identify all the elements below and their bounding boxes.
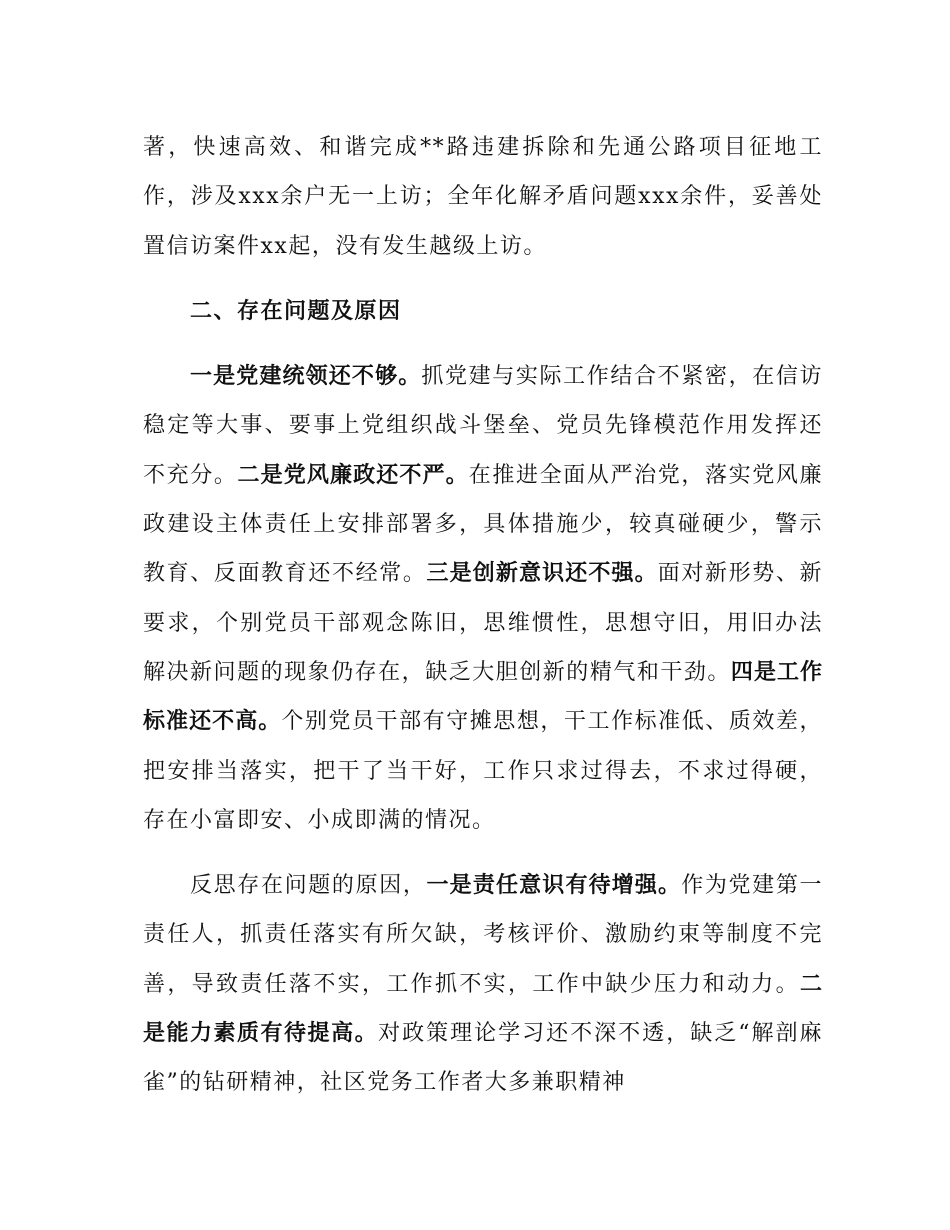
document-body	[143, 123, 823, 1108]
cause-2-heading: 二是能力素质有待提高。	[143, 971, 823, 1047]
causes-intro: 反思存在问题的原因，	[190, 873, 427, 899]
paragraph-achievements	[143, 123, 823, 271]
cause-1-heading: 一是责任意识有待增强。	[426, 873, 682, 899]
point-4-heading: 四是工作标准还不高。	[143, 659, 823, 735]
point-2-heading: 二是党风廉政还不严。	[237, 462, 469, 488]
point-4-text: 个别党员干部有守摊思想，干工作标准低、质效差，把安排当落实，把干了当干好，工作只求过得去，不求过得硬，存在小富即安、小成即满的情况。	[143, 709, 823, 833]
cause-1-text: 作为党建第一责任人，抓责任落实有所欠缺，考核评价、激励约束等制度不完善，导致责任落不实，工作抓不实，工作中缺少压力和动力。	[143, 873, 823, 997]
point-1-heading: 一是党建统领还不够。	[190, 364, 422, 390]
point-1-text: 抓党建与实际工作结合不紧密，在信访稳定等大事、要事上党组织战斗堡垒、党员先锋模范作用发挥还不充分。	[143, 364, 823, 488]
paragraph-text: 著，快速高效、和谐完成**路违建拆除和先通公路项目征地工作，涉及xxx余户无一上访；全年化解矛盾问题xxx余件，妥善处置信访案件xx起，没有发生越级上访。	[143, 135, 823, 259]
section-heading: 二、存在问题及原因	[190, 298, 402, 324]
cause-2-text: 对政策理论学习还不深不透，缺乏“解剖麻雀”的钻研精神，社区党务工作者大多兼职精神	[143, 1021, 823, 1096]
point-2-text: 在推进全面从严治党，落实党风廉政建设主体责任上安排部署多，具体措施少，较真碰硬少，警示教育、反面教育还不经常。	[143, 462, 823, 587]
point-3-text: 面对新形势、新要求，个别党员干部观念陈旧，思维惯性，思想守旧，用旧办法解决新问题的现象仍存在，缺乏大胆创新的精气和干劲。	[143, 561, 823, 685]
point-3-heading: 三是创新意识还不强。	[426, 561, 658, 587]
paragraph-causes	[143, 861, 823, 1107]
paragraph-problems	[143, 352, 823, 845]
